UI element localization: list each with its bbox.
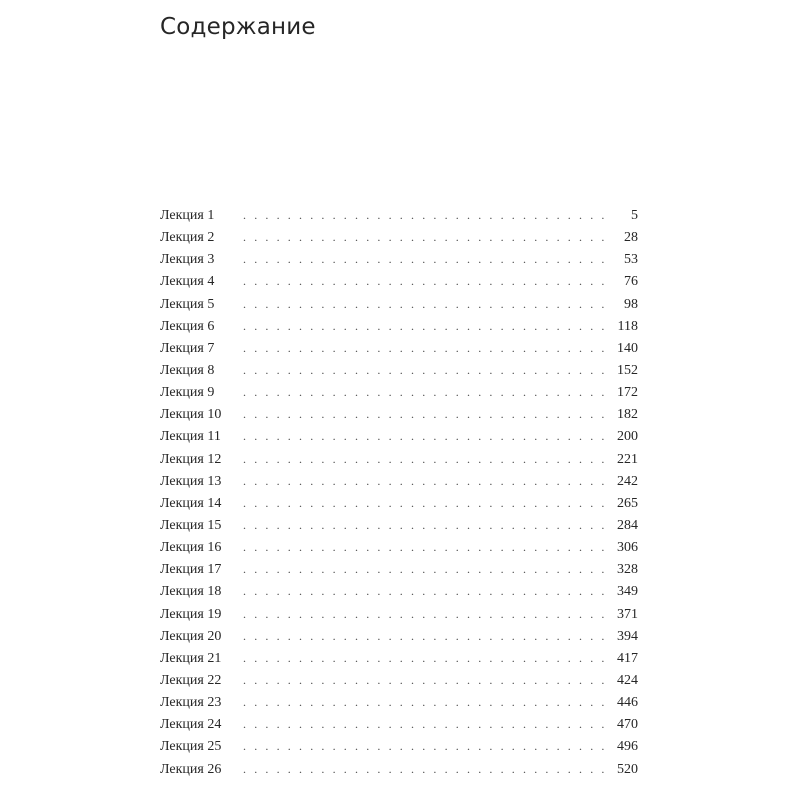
toc-entry-label: Лекция 3: [160, 252, 215, 268]
dot-leader: [243, 315, 612, 337]
toc-entry: [160, 625, 638, 647]
toc-entry-label: Лекция 20: [160, 628, 222, 644]
toc-entry: [160, 580, 638, 602]
toc-entry: [160, 359, 638, 381]
toc-entry-page-number: 424: [617, 672, 638, 688]
toc-entry: [160, 315, 638, 337]
toc-entry-page-number: 242: [617, 473, 638, 489]
toc-entry: [160, 536, 638, 558]
toc-entry-label: Лекция 15: [160, 517, 222, 533]
dot-leader: [243, 204, 612, 226]
toc-entry: [160, 448, 638, 470]
page-title: Содержание: [160, 14, 316, 40]
toc-entry: [160, 204, 638, 226]
toc-entry-page-number: 417: [617, 650, 638, 666]
toc-entry: [160, 558, 638, 580]
toc-entry: [160, 713, 638, 735]
dot-leader: [243, 758, 612, 780]
dot-leader: [243, 248, 612, 270]
toc-entry: [160, 603, 638, 625]
dot-leader: [243, 669, 612, 691]
dot-leader: [243, 337, 612, 359]
toc-entry-page-number: 200: [617, 429, 638, 445]
toc-entry-label: Лекция 17: [160, 562, 222, 578]
dot-leader: [243, 270, 612, 292]
toc-entry: [160, 425, 638, 447]
toc-entry-label: Лекция 10: [160, 407, 222, 423]
dot-leader: [243, 359, 612, 381]
toc-entry-page-number: 306: [617, 540, 638, 556]
toc-entry-page-number: 221: [617, 451, 638, 467]
toc-entry: [160, 337, 638, 359]
toc-entry-label: Лекция 4: [160, 274, 215, 290]
toc-entry-page-number: 76: [624, 274, 638, 290]
dot-leader: [243, 514, 612, 536]
toc-entry: [160, 691, 638, 713]
table-of-contents: [160, 204, 638, 780]
toc-entry-label: Лекция 25: [160, 739, 222, 755]
toc-entry: [160, 381, 638, 403]
toc-entry: [160, 248, 638, 270]
toc-entry-page-number: 394: [617, 628, 638, 644]
toc-entry: [160, 735, 638, 757]
toc-entry-label: Лекция 16: [160, 540, 222, 556]
dot-leader: [243, 293, 612, 315]
toc-entry-page-number: 371: [617, 606, 638, 622]
toc-entry: [160, 492, 638, 514]
toc-entry-page-number: 140: [617, 340, 638, 356]
toc-entry: [160, 514, 638, 536]
toc-entry-label: Лекция 6: [160, 318, 215, 334]
toc-entry-page-number: 328: [617, 562, 638, 578]
dot-leader: [243, 713, 612, 735]
dot-leader: [243, 691, 612, 713]
toc-entry-page-number: 349: [617, 584, 638, 600]
toc-entry-label: Лекция 26: [160, 761, 222, 777]
dot-leader: [243, 536, 612, 558]
toc-entry-page-number: 470: [617, 717, 638, 733]
toc-entry: [160, 403, 638, 425]
dot-leader: [243, 381, 612, 403]
toc-entry-label: Лекция 9: [160, 385, 215, 401]
toc-entry-page-number: 182: [617, 407, 638, 423]
dot-leader: [243, 735, 612, 757]
toc-entry-page-number: 496: [617, 739, 638, 755]
dot-leader: [243, 625, 612, 647]
dot-leader: [243, 226, 612, 248]
toc-entry: [160, 270, 638, 292]
dot-leader: [243, 603, 612, 625]
toc-entry: [160, 669, 638, 691]
toc-entry-page-number: 152: [617, 362, 638, 378]
dot-leader: [243, 403, 612, 425]
toc-entry-label: Лекция 23: [160, 695, 222, 711]
toc-entry-label: Лекция 11: [160, 429, 221, 445]
dot-leader: [243, 580, 612, 602]
toc-entry-label: Лекция 21: [160, 650, 222, 666]
toc-entry-label: Лекция 2: [160, 230, 215, 246]
toc-entry-page-number: 53: [624, 252, 638, 268]
toc-entry-label: Лекция 13: [160, 473, 222, 489]
toc-entry-page-number: 265: [617, 495, 638, 511]
toc-entry-label: Лекция 14: [160, 495, 222, 511]
toc-entry-label: Лекция 7: [160, 340, 215, 356]
toc-entry-page-number: 172: [617, 385, 638, 401]
dot-leader: [243, 470, 612, 492]
toc-entry-label: Лекция 5: [160, 296, 215, 312]
toc-entry-label: Лекция 12: [160, 451, 222, 467]
toc-entry: [160, 470, 638, 492]
toc-entry-label: Лекция 18: [160, 584, 222, 600]
toc-entry: [160, 647, 638, 669]
toc-entry: [160, 758, 638, 780]
toc-entry-page-number: 5: [631, 208, 638, 223]
toc-entry-page-number: 28: [624, 230, 638, 246]
toc-entry-page-number: 520: [617, 761, 638, 777]
dot-leader: [243, 492, 612, 514]
toc-entry-label: Лекция 8: [160, 362, 215, 378]
toc-entry-label: Лекция 19: [160, 606, 222, 622]
toc-entry-page-number: 284: [617, 517, 638, 533]
toc-entry: [160, 226, 638, 248]
toc-entry-label: Лекция 1: [160, 208, 215, 223]
toc-entry-label: Лекция 22: [160, 672, 222, 688]
toc-entry-page-number: 118: [617, 318, 638, 334]
dot-leader: [243, 425, 612, 447]
toc-entry-page-number: 446: [617, 695, 638, 711]
toc-entry-label: Лекция 24: [160, 717, 222, 733]
toc-entry: [160, 293, 638, 315]
dot-leader: [243, 647, 612, 669]
toc-entry-page-number: 98: [624, 296, 638, 312]
dot-leader: [243, 558, 612, 580]
dot-leader: [243, 448, 612, 470]
